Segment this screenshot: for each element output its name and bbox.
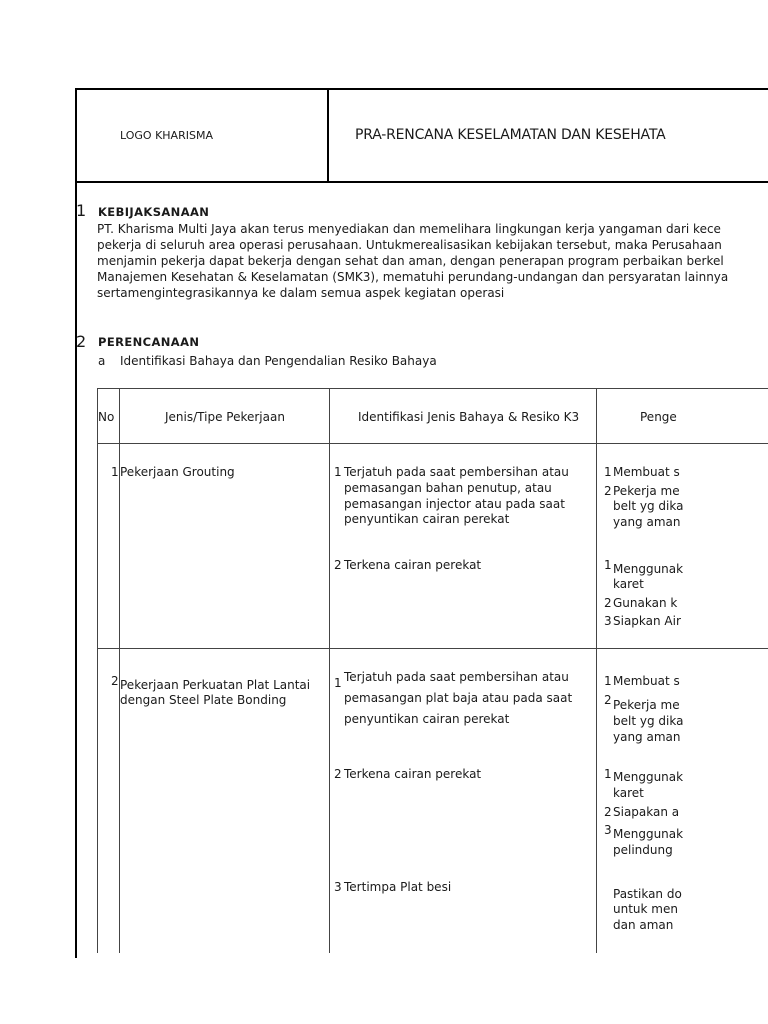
control-line: yang aman	[613, 515, 681, 529]
paragraph-line: menjamin pekerja dapat bekerja dengan sehat dan aman, dengan penerapan program perbaikan berkel	[97, 254, 724, 268]
control-number: 1	[604, 674, 612, 688]
control-number: 3	[604, 823, 612, 837]
control-number: 2	[604, 693, 612, 707]
control-line: karet	[613, 786, 644, 800]
control-line: Menggunak	[613, 562, 684, 576]
control-line: Siapkan Air	[613, 614, 681, 628]
paragraph-line: pekerja di seluruh area operasi perusahaan. Untukmerealisasikan kebijakan tersebut, maka Perusahaan	[97, 238, 722, 252]
paragraph-line: sertamengintegrasikannya ke dalam semua aspek kegiatan operasi	[97, 286, 505, 300]
hazard-line: Terjatuh pada saat pembersihan atau	[344, 670, 569, 684]
column-header-jenis: Jenis/Tipe Pekerjaan	[165, 410, 285, 424]
control-number: 2	[604, 596, 612, 610]
row-number: 2	[111, 674, 119, 688]
subsection-letter: a	[98, 354, 106, 368]
section-heading: PERENCANAAN	[98, 335, 200, 349]
section-number: 1	[76, 201, 87, 220]
hazard-number: 3	[334, 880, 342, 894]
control-line: Menggunak	[613, 770, 684, 784]
hazard-line: pemasangan bahan penutup, atau	[344, 481, 552, 495]
hazard-number: 1	[334, 676, 342, 690]
control-line: pelindung	[613, 843, 673, 857]
control-line: karet	[613, 577, 644, 591]
control-number: 2	[604, 805, 612, 819]
control-line: belt yg dika	[613, 499, 684, 513]
control-line: yang aman	[613, 730, 681, 744]
job-type: dengan Steel Plate Bonding	[120, 693, 287, 707]
hazard-line: pemasangan plat baja atau pada saat	[344, 691, 573, 705]
section-number: 2	[76, 332, 87, 351]
control-line: belt yg dika	[613, 714, 684, 728]
control-line: Pastikan do	[613, 887, 682, 901]
job-type: Pekerjaan Perkuatan Plat Lantai	[120, 678, 311, 692]
section-heading: KEBIJAKSANAAN	[98, 205, 210, 219]
logo-text: LOGO KHARISMA	[120, 129, 213, 142]
hazard-line: Terkena cairan perekat	[344, 558, 482, 572]
control-line: Siapakan a	[613, 805, 680, 819]
hazard-number: 1	[334, 465, 342, 479]
hazard-number: 2	[334, 558, 342, 572]
hazard-line: Tertimpa Plat besi	[344, 880, 452, 894]
paragraph-line: PT. Kharisma Multi Jaya akan terus menyediakan dan memelihara lingkungan kerja yangaman dari kece	[97, 222, 721, 236]
control-line: Gunakan k	[613, 596, 678, 610]
row-number: 1	[111, 465, 119, 479]
column-header-no: No	[98, 410, 115, 424]
control-number: 1	[604, 767, 612, 781]
hazard-line: Terjatuh pada saat pembersihan atau	[344, 465, 569, 479]
control-line: dan aman	[613, 918, 674, 932]
subsection-title: Identifikasi Bahaya dan Pengendalian Resiko Bahaya	[120, 354, 437, 368]
hazard-line: pemasangan injector atau pada saat	[344, 497, 565, 511]
control-line: untuk men	[613, 902, 678, 916]
column-header-pengendalian: Penge	[640, 410, 677, 424]
paragraph-line: Manajemen Kesehatan & Keselamatan (SMK3), mematuhi perundang-undangan dan persyaratan lainnya	[97, 270, 729, 284]
document-title: PRA-RENCANA KESELAMATAN DAN KESEHATA	[355, 127, 666, 143]
control-line: Pekerja me	[613, 698, 680, 712]
control-line: Menggunak	[613, 827, 684, 841]
job-type: Pekerjaan Grouting	[120, 465, 235, 479]
control-number: 1	[604, 465, 612, 479]
control-number: 2	[604, 484, 612, 498]
control-line: Membuat s	[613, 465, 680, 479]
hazard-line: penyuntikan cairan perekat	[344, 712, 510, 726]
column-header-identifikasi: Identifikasi Jenis Bahaya & Resiko K3	[358, 410, 580, 424]
control-number: 3	[604, 614, 612, 628]
control-line: Pekerja me	[613, 484, 680, 498]
hazard-number: 2	[334, 767, 342, 781]
hazard-line: penyuntikan cairan perekat	[344, 512, 510, 526]
control-number: 1	[604, 558, 612, 572]
control-line: Membuat s	[613, 674, 680, 688]
hazard-line: Terkena cairan perekat	[344, 767, 482, 781]
